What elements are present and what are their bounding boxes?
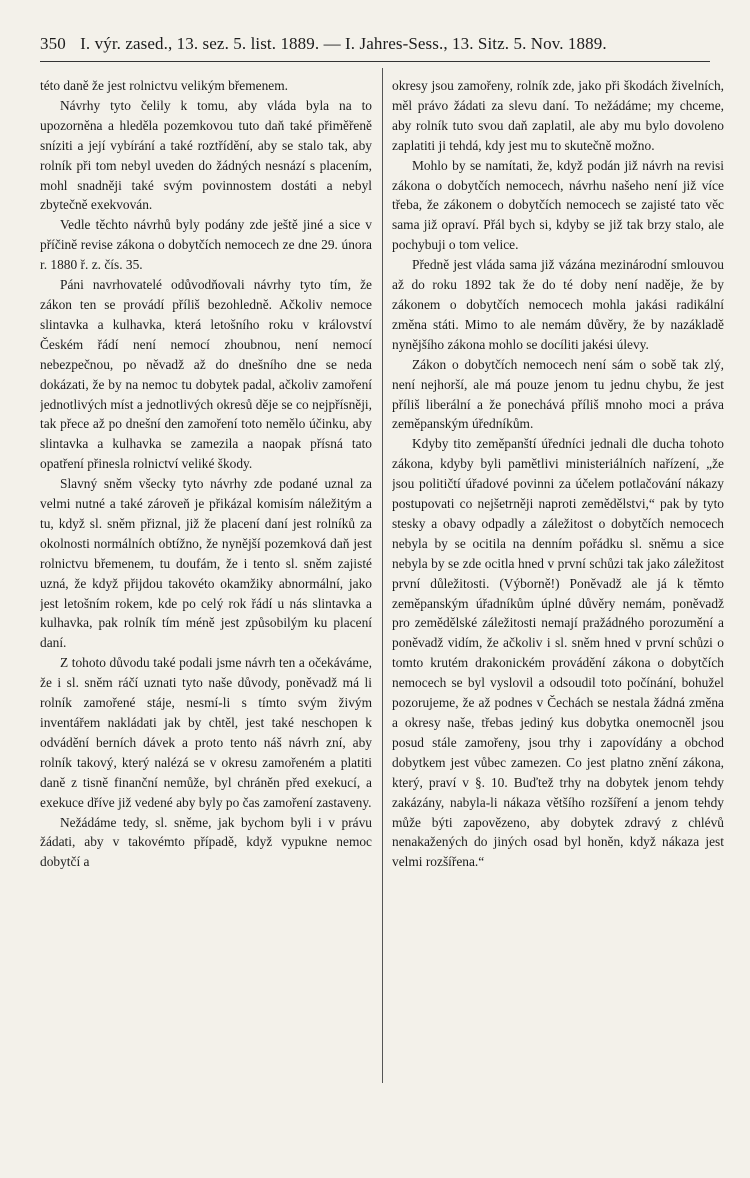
paragraph: Z tohoto důvodu také podali jsme návrh ten a očekáváme, že i sl. sněm ráčí uznati tyto naše důvody, poněvadž má li rolník zamořené stáje, nesmí-li s tímto svým živým inventářem nakládati jak by chtěl, jest také neschopen k odvádění berních dávek a proto tento náš návrh zní, aby rolník takový, který nalézá se v okresu zamořeném a platiti daně z tisně finanční nemůže, byl chráněn před exekucí, a exekuce dříve již vedené aby byly po čas zamoření zastaveny. xyxy=(40,655,372,810)
paragraph: Návrhy tyto čelily k tomu, aby vláda byla na to upozorněna a hleděla pozemkovou tuto daň také přiměřeně sníziti a její vybírání a také roztřídění, aby se stalo tak, aby rolník při tom nebyl uveden do žádných nesnází s placením, mohl snadněji také svým povinnostem dostáti a nebyl zbytečně exekvován. xyxy=(40,97,372,213)
paragraph: Předně jest vláda sama již vázána mezinárodní smlouvou až do roku 1892 tak že do té doby není naděje, že by zákonem o dobytčích nemocech mohla jakási radikální změna státi. Mimo to ale nemám důvěry, že by nazákladě nynějšího zákona mohlo se docíliti jakési úlevy. xyxy=(392,257,724,352)
paragraph: Zákon o dobytčích nemocech není sám o sobě tak zlý, není nejhorší, ale má pouze jenom tu jednu chybu, že jest příliš liberální a že ponechává příliš mnoho moci a práva zeměpanským úředníkům. xyxy=(392,356,724,432)
page-header xyxy=(40,34,710,58)
paragraph: Páni navrhovatelé odůvodňovali návrhy tyto tím, že zákon ten se provádí příliš bezohledně. Ačkoliv nemoce slintavka a kulhavka, která letošního roku v království Českém řádí není nemocí zhoubnou, není nemocí nebezpečnou, po něvadž až do dnešního dne se neda dokázati, že by na nemoc tu dobytek padal, ačkoliv zamoření jednotlivých míst a jednotlivých okresů děje se co nejpřísněji, tak přece až po dnešní den zamoření toto nemělo účinku, aby slintavka a kulhavka se zamezila a naopak přísná tato opatření přinesla rolnictví veliké škody. xyxy=(40,277,372,472)
right-column xyxy=(392,76,724,1076)
paragraph: této daně že jest rolnictvu velikým břemenem. xyxy=(40,78,289,93)
header-title-czech: I. výr. zased., 13. sez. 5. list. 1889. xyxy=(80,34,320,53)
paragraph: Mohlo by se namítati, že, když podán již návrh na revisi zákona o dobytčích nemocech, návrhu našeho není již více třeba, že zákonem o dobytčích nemocech se zajisté tato věc sama již opraví. Přál bych si, kdyby se již tak brzy stalo, ale pochybuji o tom velice. xyxy=(392,157,724,253)
left-column xyxy=(40,76,372,1076)
header-rule xyxy=(40,61,710,62)
paragraph: Vedle těchto návrhů byly podány zde ještě jiné a sice v příčině revise zákona o dobytčích nemocech ze dne 29. února r. 1880 ř. z. čís. 35. xyxy=(40,217,372,273)
header-separator: — xyxy=(323,34,341,53)
column-divider xyxy=(382,68,383,1083)
page-number: 350 xyxy=(40,34,66,53)
paragraph: Slavný sněm všecky tyto návrhy zde podané uznal za velmi nutné a také zároveň je přikázal komisím náležitým a tu, když sl. sněm přiznal, již že placení daní jest rolníků za okolnosti normálních obtížno, že nynější pozemková daň jest rolnictvu břemenem, tu doufám, že i tento sl. sněm zajisté uzná, že když přijdou takovéto okamžiky abnormální, jako jest letošním rokem, kde po celý rok řádí u nás slintavka a kulhavka, pak rolník tím méně jest způsobilým ku placení daní. xyxy=(40,476,372,651)
header-title-german: I. Jahres-Sess., 13. Sitz. 5. Nov. 1889. xyxy=(345,34,607,53)
paragraph: okresy jsou zamořeny, rolník zde, jako při škodách živelních, měl právo žádati za slevu daní. To nežádáme; my chceme, aby rolník tuto svou daň zaplatil, ale aby mu bylo dovoleno zaplatiti ji tehdá, kdy jest mu to skutečně možno. xyxy=(392,78,724,153)
paragraph: Kdyby tito zeměpanští úředníci jednali dle ducha tohoto zákona, kdyby byli pamětlivi ministeriálních nařízení, „že jsou političtí úřadové povinni za účelem potlačování nákazy postupovati co nejšetrněji naproti zemědělstvi,“ pak by tyto stesky a obavy odpadly a záležitost o dobytčích nemocech nebyla by se ocitila na denním pořádku sl. sněmu a sice nebyla by se zde ocitla hned v první schůzi tak jako záležitost první důležitosti. (Výborně!) Poněvadž ale já k těmto zeměpanským úřadníkům úplné důvěry nemám, poněvadž pro zemědělské záležitosti nemají pražádného porozumění a poněvadž vidím, že ačkoliv i sl. sněm hned v první schůzi o tomto krutém drakonickém provádění zákona o dobytčích nemocech se byl vyslovil a odsoudil toto počínání, bohužel pozorujeme, že až podnes v Čechách se nestala žádná změna a okresy naše, třebas jediný kus dobytka onemocněl jsou posud stále zamořeny, jsou trhy i zapovídány a obchod dobytkem jest vůbec zamezen. Co jest platno znění zákona, který, praví v §. 10. Buďtež trhy na dobytek jenom tehdy zakázány, nabyla-li nákaza většího rozšíření a jenom tehdy může býti zapovězeno, aby dobytek zdravý z chlévů nenakažených do jiných osad byl honěn, když nákaza jest velmi rozšířena.“ xyxy=(392,436,724,870)
paragraph: Nežádáme tedy, sl. sněme, jak bychom byli i v právu žádati, aby v takovémto případě, když vypukne nemoc dobytčí a xyxy=(40,814,372,870)
